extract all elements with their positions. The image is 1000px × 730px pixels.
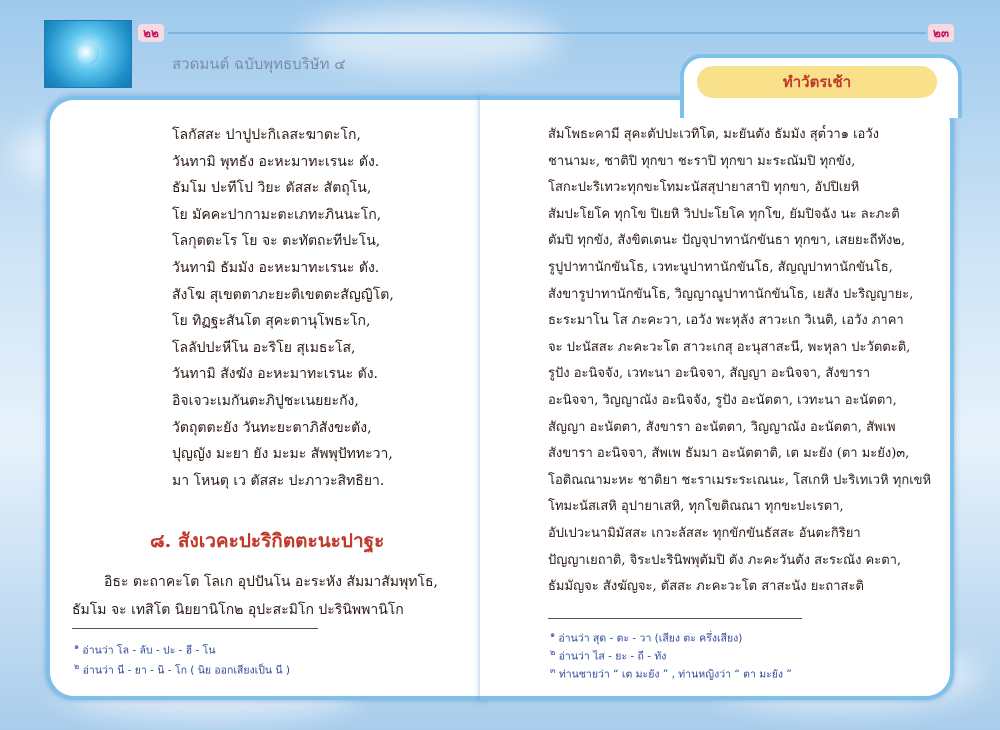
text-line: สังขารา อะนิจจา, สัพเพ ธัมมา อะนัตตาติ, เต มะยัง (ตา มะยัง)๓, — [548, 446, 910, 462]
text-line: ธะระมาโน โส ภะคะวา, เอวัง พะหุลัง สาวะเก วิเนติ, เอวัง ภาคา — [548, 313, 904, 329]
verse-line: วันทามิ ธัมมัง อะหะมาทะเรนะ ตัง. — [172, 259, 380, 276]
verse-line: โย ทิฏฐะสันโต สุคะตานุโพธะโก, — [172, 313, 371, 330]
text-line: สังขารูปาทานักขันโธ, วิญญาณูปาทานักขันโธ, เยสัง ปะริญญายะ, — [548, 286, 914, 302]
verse-line: โลลัปปะหีโน อะริโย สุเมธะโส, — [172, 339, 356, 356]
verse-line: สังโฆ สุเขตตาภะยะติเขตตะสัญญิโต, — [172, 286, 394, 303]
paragraph-line: ธัมโม จะ เทสิโต นิยยานิโก๒ อุปะสะมิโก ปะรินิพพานิโก — [72, 602, 404, 618]
footnote-text: อ่านว่า นี - ยา - นิ - โก ( นิย ออกเสียงเป็น นี ) — [82, 664, 290, 677]
text-line: อะนิจจา, วิญญาณัง อะนิจจัง, รูปัง อะนัตตา, เวทะนา อะนัตตา, — [548, 392, 897, 408]
footnote — [74, 640, 216, 659]
footnote-mark: ๒ — [74, 662, 80, 671]
text-line: จะ ปะนัสสะ ภะคะวะโต สาวะเกสุ อะนุสาสะนี, พะหุลา ปะวัตตะติ, — [548, 339, 911, 355]
footnote — [550, 628, 742, 647]
paragraph — [72, 568, 462, 624]
footnote — [74, 660, 290, 679]
text-line: รูปัง อะนิจจัง, เวทะนา อะนิจจา, สัญญา อะนิจจา, สังขารา — [548, 366, 871, 382]
verse-line: อิจเจวะเมกันตะภิปูชะเนยยะกัง, — [172, 392, 359, 409]
section-tab-label: ทำวัตรเช้า — [697, 66, 937, 98]
verse-line: วันทามิ สังฆัง อะหะมาทะเรนะ ตัง. — [172, 366, 378, 383]
footnote-rule — [72, 628, 318, 629]
page-number-left: ๒๒ — [138, 24, 164, 42]
text-line: โอติณณามะหะ ชาติยา ชะราเมระระเณนะ, โสเกหิ ปะริเทเวหิ ทุกเขหิ — [548, 472, 932, 488]
text-line: สัมโพธะคามี สุคะตัปปะเวทิโต, มะยันตัง ธัมมัง สุต๎วา๑ เอวัง — [548, 127, 880, 142]
header-rule — [168, 32, 926, 34]
footnote — [550, 646, 666, 665]
verse-line: ธัมโม ปะทีโป วิยะ ตัสสะ สัตถุโน, — [172, 180, 372, 197]
verse-line: มา โหนตุ เว ตัสสะ ปะภาวะสิทธิยา. — [172, 472, 385, 489]
footnote-mark: ๒ — [550, 648, 556, 657]
text-line: รูปูปาทานักขันโธ, เวทะนูปาทานักขันโธ, สัญญูปาทานักขันโธ, — [548, 259, 893, 275]
book-title: สวดมนต์ ฉบับพุทธบริษัท ๔ — [172, 55, 346, 73]
verse-line: โลกัสสะ ปาปูปะกิเลสะฆาตะโก, — [172, 127, 361, 143]
page-number-right: ๒๓ — [928, 24, 954, 42]
text-line: สัญญา อะนัตตา, สังขารา อะนัตตา, วิญญาณัง อะนัตตา, สัพเพ — [548, 419, 896, 435]
verse-line: วันทามิ พุทธัง อะหะมาทะเรนะ ตัง. — [172, 153, 380, 170]
logo — [44, 20, 132, 88]
verse-line: ปุญญัง มะยา ยัง มะมะ สัพพุปัททะวา, — [172, 446, 393, 463]
footnote-text: ท่านชายว่า “ เต มะยัง ” , ท่านหญิงว่า “ ตา มะยัง ” — [558, 668, 792, 681]
footnote-text: อ่านว่า ไส - ยะ - ถี - ทัง — [558, 650, 667, 663]
text-line: อัปเปวะนามิมัสสะ เกวะลัสสะ ทุกขักขันธัสสะ อันตะกิริยา — [548, 525, 861, 541]
chant-text-block — [548, 122, 931, 601]
text-line: โทมะนัสเสหิ อุปายาเสหิ, ทุกโขติณณา ทุกขะปะเรตา, — [548, 499, 844, 515]
paragraph-line: อิธะ ตะถาคะโต โลเก อุปปันโน อะระหัง สัมมาสัมพุทโธ, — [104, 574, 439, 590]
globe-icon — [77, 43, 99, 65]
footnote-rule — [548, 618, 802, 619]
text-line: ชานามะ, ชาติปิ ทุกขา ชะราปิ ทุกขา มะระณัมปิ ทุกขัง, — [548, 153, 856, 169]
text-line: ธัมมัญจะ สังฆัญจะ, ตัสสะ ภะคะวะโต สาสะนัง ยะถาสะติ — [548, 579, 864, 595]
section-heading: ๘. สังเวคะปะริกิตตะนะปาฐะ — [150, 530, 385, 552]
footnote-mark: ๑ — [550, 630, 556, 639]
footnote — [550, 664, 792, 683]
footnote-mark: ๑ — [74, 642, 80, 651]
footnote-text: อ่านว่า สุด - ตะ - วา (เสียง ตะ ครึ่งเสียง) — [558, 632, 743, 645]
verse-line: โลกุตตะโร โย จะ ตะทัตถะทีปะโน, — [172, 233, 381, 250]
verse-line: วัตถุตตะยัง วันทะยะตาภิสังขะตัง, — [172, 419, 372, 436]
text-line: ปัญญาเยถาติ, จิระปะรินิพพุตัมปิ ตัง ภะคะวันตัง สะระณัง คะตา, — [548, 552, 902, 568]
text-line: สัมปะโยโค ทุกโข ปิเยหิ วิปปะโยโค ทุกโข, ยัมปิจฉัง นะ ละภะติ — [548, 206, 900, 222]
footnote-mark: ๓ — [550, 666, 556, 675]
text-line: ตัมปิ ทุกขัง, สังขิตเตนะ ปัญจุปาทานักขันธา ทุกขา, เสยยะถีทัง๒, — [548, 233, 906, 249]
footnote-text: อ่านว่า โล - ลับ - ปะ - ฮี - โน — [82, 644, 216, 657]
verse-block — [172, 122, 394, 494]
text-line: โสกะปะริเทวะทุกขะโทมะนัสสุปายาสาปิ ทุกขา, อัปปิเยหิ — [548, 180, 860, 196]
verse-line: โย มัคคะปากามะตะเภทะภินนะโก, — [172, 206, 382, 223]
